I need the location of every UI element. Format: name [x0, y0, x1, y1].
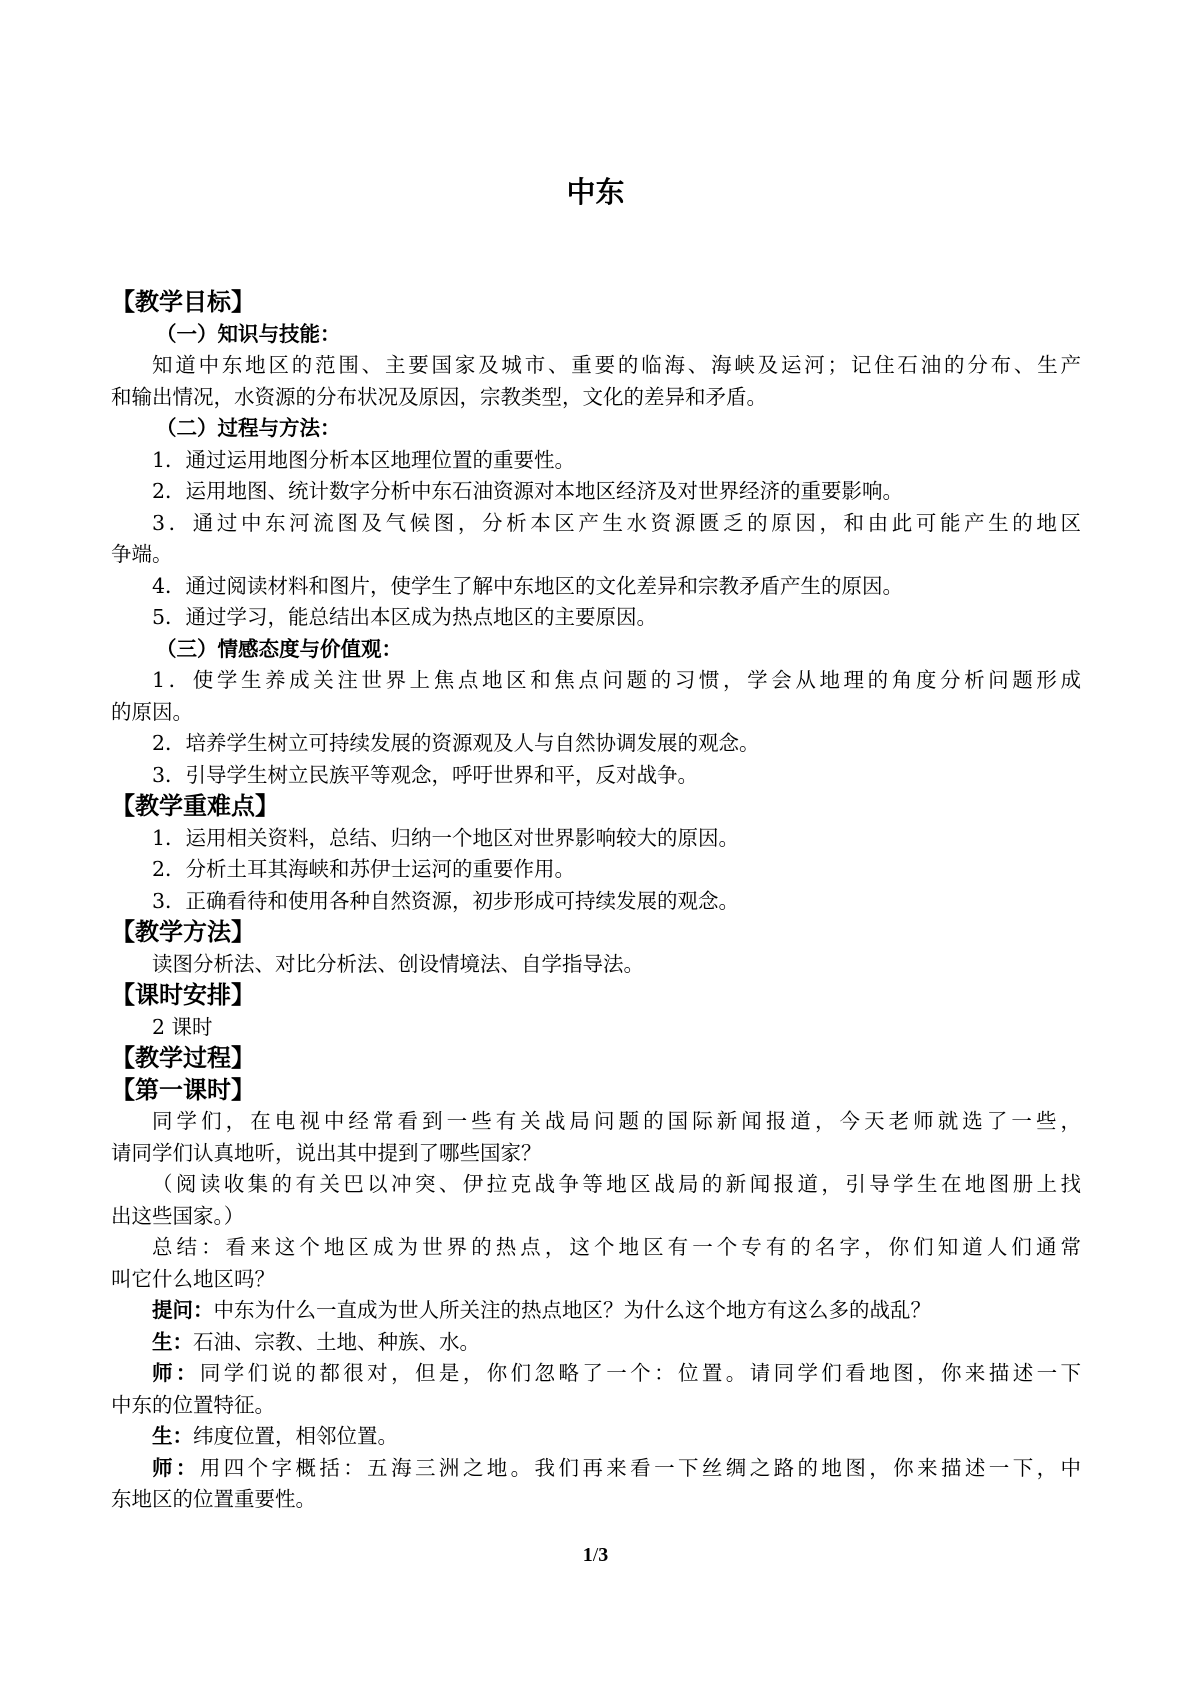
list-item: 2．运用地图、统计数字分析中东石油资源对本地区经济及对世界经济的重要影响。: [152, 479, 904, 503]
paragraph-line: 和输出情况，水资源的分布状况及原因，宗教类型，文化的差异和矛盾。: [111, 384, 767, 409]
dialogue-continued: 中东的位置特征。: [111, 1392, 275, 1417]
dialogue-label: 生：: [152, 1424, 193, 1448]
section-heading-goals: 【教学目标】: [111, 288, 255, 316]
paragraph-line: 总结：看来这个地区成为世界的热点，这个地区有一个专有的名字，你们知道人们通常: [152, 1235, 1081, 1259]
section-heading-methods: 【教学方法】: [111, 918, 255, 946]
dialogue-label: 提问：: [152, 1298, 214, 1322]
list-item: 1．使学生养成关注世界上焦点地区和焦点问题的习惯，学会从地理的角度分析问题形成: [152, 668, 1081, 692]
page-number: [0, 1541, 1191, 1569]
dialogue-text: 石油、宗教、土地、种族、水。: [193, 1329, 480, 1354]
list-item: 3．引导学生树立民族平等观念，呼吁世界和平，反对战争。: [152, 762, 699, 787]
list-item: 1．通过运用地图分析本区地理位置的重要性。: [152, 447, 576, 472]
list-item: 2．分析土耳其海峡和苏伊士运河的重要作用。: [152, 857, 576, 881]
paragraph-line: 知道中东地区的范围、主要国家及城市、重要的临海、海峡及运河；记住石油的分布、生产: [152, 353, 1081, 377]
list-item: 2．培养学生树立可持续发展的资源观及人与自然协调发展的观念。: [152, 731, 760, 755]
dialogue-student: [111, 1421, 1081, 1453]
paragraph-line: 同学们，在电视中经常看到一些有关战局问题的国际新闻报道，今天老师就选了一些，: [152, 1109, 1081, 1133]
section-heading-lesson1: 【第一课时】: [111, 1075, 255, 1104]
list-item: 5．通过学习，能总结出本区成为热点地区的主要原因。: [152, 605, 658, 629]
subheading-process: （二）过程与方法：: [156, 416, 341, 440]
page-current: 1: [582, 1544, 593, 1566]
dialogue-text: 纬度位置，相邻位置。: [193, 1424, 398, 1448]
dialogue-teacher: [111, 1453, 1081, 1485]
paragraph-line: 2 课时: [152, 1014, 213, 1039]
paragraph-line: 出这些国家。）: [111, 1203, 245, 1228]
dialogue-text: 中东为什么一直成为世人所关注的热点地区？为什么这个地方有这么多的战乱？: [213, 1298, 931, 1322]
dialogue-continued: 东地区的位置重要性。: [111, 1487, 316, 1511]
dialogue-label: 师：: [152, 1361, 200, 1385]
dialogue-text: 用四个字概括：五海三洲之地。我们再来看一下丝绸之路的地图，你来描述一下，中: [199, 1455, 1082, 1480]
document-title: 中东: [566, 175, 625, 209]
dialogue-student: [111, 1327, 1081, 1359]
list-item: 1．运用相关资料，总结、归纳一个地区对世界影响较大的原因。: [152, 825, 740, 850]
subheading-emotion: （三）情感态度与价值观：: [156, 636, 402, 661]
list-item-continued: 的原因。: [111, 699, 193, 724]
dialogue-label: 师：: [152, 1455, 200, 1480]
list-item: 3．正确看待和使用各种自然资源，初步形成可持续发展的观念。: [152, 888, 740, 913]
page-total: 3: [598, 1544, 609, 1566]
document-body: [111, 287, 1081, 1516]
list-item-continued: 争端。: [111, 542, 173, 566]
dialogue-label: 生：: [152, 1329, 193, 1354]
list-item: 4．通过阅读材料和图片，使学生了解中东地区的文化差异和宗教矛盾产生的原因。: [152, 573, 904, 598]
section-heading-key-points: 【教学重难点】: [111, 792, 279, 820]
paragraph-line: 叫它什么地区吗？: [111, 1266, 275, 1291]
dialogue-text: 同学们说的都很对，但是，你们忽略了一个：位置。请同学们看地图，你来描述一下: [199, 1361, 1082, 1385]
paragraph-line: 读图分析法、对比分析法、创设情境法、自学指导法。: [152, 951, 644, 976]
page-separator: /: [592, 1544, 599, 1566]
dialogue-question: [111, 1295, 1081, 1327]
section-heading-process: 【教学过程】: [111, 1044, 255, 1072]
dialogue-teacher: [111, 1358, 1081, 1390]
paragraph-line: 请同学们认真地听，说出其中提到了哪些国家？: [111, 1140, 542, 1165]
subheading-knowledge: （一）知识与技能：: [156, 321, 341, 346]
paragraph-line: （阅读收集的有关巴以冲突、伊拉克战争等地区战局的新闻报道，引导学生在地图册上找: [152, 1172, 1081, 1196]
section-heading-schedule: 【课时安排】: [111, 981, 255, 1009]
list-item: 3．通过中东河流图及气候图，分析本区产生水资源匮乏的原因，和由此可能产生的地区: [152, 510, 1081, 535]
